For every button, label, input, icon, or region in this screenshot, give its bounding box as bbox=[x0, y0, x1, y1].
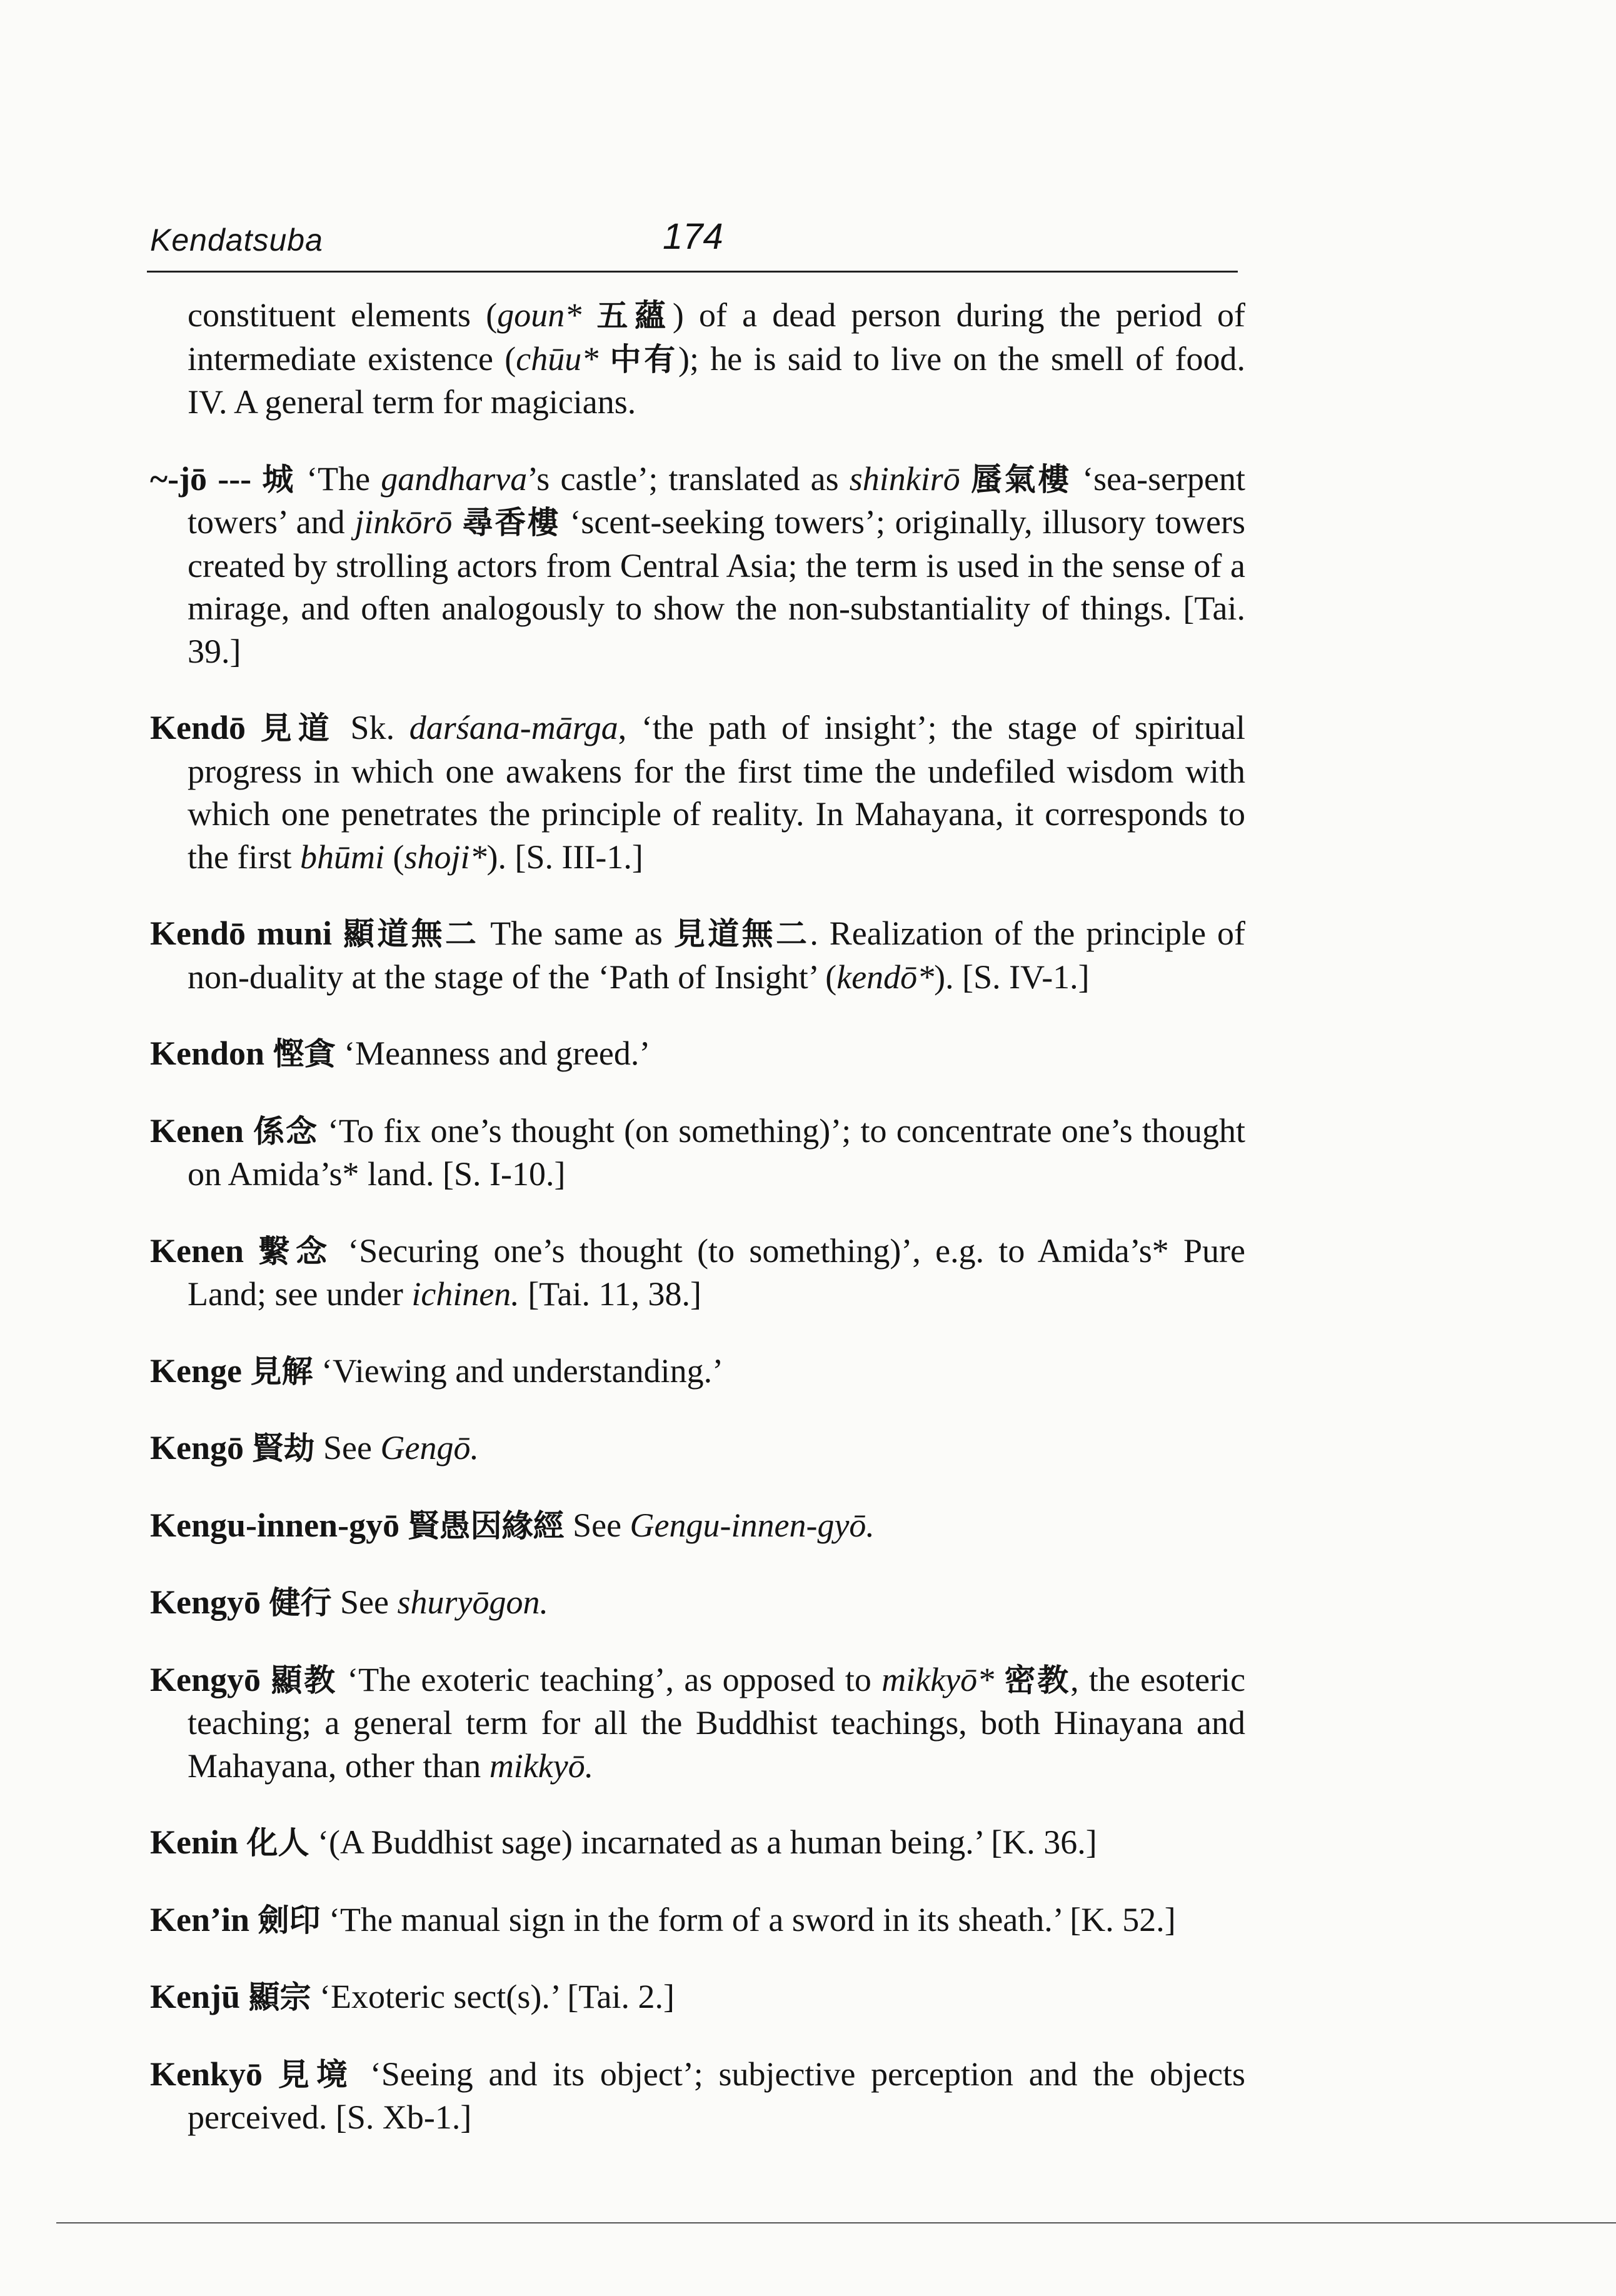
entry-dashes: --- bbox=[207, 459, 252, 498]
entry-kanji: 賢愚因緣經 bbox=[408, 1507, 565, 1544]
dictionary-entry: Kenen 繫念 ‘Securing one’s thought (to something)’, e.g. to Amida’s* Pure Land; see under ichinen. [Tai. 11, 38.] bbox=[150, 1231, 1245, 1313]
entry-headword: Kengyō bbox=[150, 1660, 261, 1698]
entry-kanji: 係念 bbox=[253, 1113, 318, 1150]
entry-headword: Kendō muni bbox=[150, 915, 332, 952]
page-header bbox=[150, 216, 1238, 266]
italic-term: darśana-mārga bbox=[409, 709, 618, 746]
dictionary-entry: Kenen 係念 ‘To fix one’s thought (on something)’; to concentrate one’s thought on Amida’s* land. [S. I-10.] bbox=[150, 1111, 1245, 1193]
inline-kanji: 蜃氣樓 bbox=[970, 461, 1071, 498]
entry-headword: Kenge bbox=[150, 1351, 242, 1390]
entry-headword: Kengyō bbox=[150, 1583, 261, 1621]
dictionary-entry: Kenin 化人 ‘(A Buddhist sage) incarnated as a human being.’ [K. 36.] bbox=[150, 1823, 1097, 1861]
entry-headword: ~-jō bbox=[150, 459, 208, 498]
entry-headword: Ken’in bbox=[150, 1900, 250, 1938]
entry-headword: Kengō bbox=[150, 1429, 244, 1466]
italic-term: shinkirō bbox=[849, 459, 960, 498]
dictionary-entry: Ken’in 劍印 ‘The manual sign in the form of a sword in its sheath.’ [K. 52.] bbox=[150, 1900, 1176, 1938]
italic-term: kendō* bbox=[836, 958, 935, 996]
italic-term: shuryōgon. bbox=[397, 1583, 548, 1621]
inline-kanji: 尋香樓 bbox=[462, 504, 560, 541]
dictionary-entry: ~-jō --- 城 ‘The gandharva’s castle’; translated as shinkirō 蜃氣樓 ‘sea-serpent towers’ and jinkōrō 尋香樓 ‘scent-seeking towers’; originally, illusory towers created by strolling actors from Central Asia; the term is used in the sense of a mirage, and often analogously to show the non-substantiality of things. [Tai. 39.] bbox=[150, 459, 1246, 670]
italic-term: gandharva bbox=[381, 459, 528, 498]
running-head: Kendatsuba bbox=[150, 223, 323, 258]
italic-term: mikkyō. bbox=[489, 1747, 594, 1785]
italic-term: shoji* bbox=[404, 838, 487, 876]
header-rule bbox=[147, 271, 1238, 273]
dictionary-entry: Kengyō 顯教 ‘The exoteric teaching’, as opposed to mikkyō* 密教, the esoteric teaching; a general term for all the Buddhist teachings, both Hinayana and Mahayana, other than mikkyō. bbox=[150, 1660, 1246, 1785]
entry-headword: Kendon bbox=[150, 1035, 265, 1072]
bottom-rule bbox=[56, 2222, 1616, 2223]
italic-term: Gengō. bbox=[380, 1429, 479, 1466]
dictionary-entry: Kenjū 顯宗 ‘Exoteric sect(s).’ [Tai. 2.] bbox=[150, 1978, 675, 2015]
dictionary-entry: Kendō muni 顯道無二 The same as 見道無二. Realization of the principle of non-duality at the stage of the ‘Path of Insight’ (kendō*). [S. IV-1.] bbox=[150, 915, 1246, 996]
entry-headword: Kenen bbox=[150, 1231, 244, 1270]
entry-headword: Kenkyō bbox=[150, 2055, 263, 2093]
entry-kanji: 顯教 bbox=[271, 1662, 337, 1698]
dictionary-entry: Kengō 賢劫 See Gengō. bbox=[150, 1429, 479, 1466]
dictionary-entry: Kendō 見道 Sk. darśana-mārga, ‘the path of insight’; the stage of spiritual progress in which one awakens for the first time the undefiled wisdom with which one penetrates the principle of reality. In Mahayana, it corresponds to the first bhūmi (shoji*). [S. III-1.] bbox=[150, 709, 1245, 876]
italic-term: mikkyō* bbox=[881, 1660, 995, 1698]
inline-kanji: 見道無二 bbox=[673, 916, 810, 952]
dictionary-entry: Kendon 慳貪 ‘Meanness and greed.’ bbox=[150, 1035, 651, 1072]
entry-headword: Kenin bbox=[150, 1823, 239, 1861]
entry-kanji: 城 bbox=[262, 461, 296, 498]
inline-kanji: 密教 bbox=[1004, 1662, 1071, 1698]
dictionary-body bbox=[150, 294, 1245, 2149]
entry-headword: Kenen bbox=[150, 1111, 244, 1150]
entry-kanji: 健行 bbox=[269, 1585, 332, 1621]
entry-list bbox=[150, 458, 1245, 2139]
entry-kanji: 顯道無二 bbox=[343, 916, 479, 952]
continuation-paragraph: constituent elements (goun* 五蘊) of a dead person during the period of intermediate existence (chūu* 中有); he is said to live on the smell of food. IV. A general term for magicians. bbox=[188, 296, 1246, 421]
italic-term: Gengu-innen-gyō. bbox=[630, 1506, 875, 1544]
entry-headword: Kengu-innen-gyō bbox=[150, 1506, 400, 1544]
dictionary-entry: Kengu-innen-gyō 賢愚因緣經 See Gengu-innen-gyō. bbox=[150, 1506, 875, 1544]
entry-kanji: 劍印 bbox=[258, 1902, 321, 1938]
italic-term: jinkōrō bbox=[354, 503, 453, 541]
entry-kanji: 顯宗 bbox=[248, 1979, 311, 2015]
entry-headword: Kenjū bbox=[150, 1978, 241, 2015]
entry-kanji: 慳貪 bbox=[273, 1036, 336, 1072]
italic-term: bhūmi bbox=[299, 838, 384, 876]
dictionary-entry: Kengyō 健行 See shuryōgon. bbox=[150, 1583, 548, 1621]
page-number: 174 bbox=[663, 216, 723, 257]
entry-kanji: 見道 bbox=[260, 710, 336, 746]
entry-kanji: 化人 bbox=[246, 1825, 309, 1861]
entry-headword: Kendō bbox=[150, 709, 246, 746]
entry-kanji: 見解 bbox=[250, 1353, 313, 1390]
italic-term: ichinen. bbox=[411, 1275, 519, 1313]
dictionary-entry: Kenge 見解 ‘Viewing and understanding.’ bbox=[150, 1351, 724, 1390]
entry-kanji: 繫念 bbox=[258, 1233, 333, 1270]
dictionary-entry: Kenkyō 見境 ‘Seeing and its object’; subjective perception and the objects perceived. [S. Xb-1.] bbox=[150, 2055, 1246, 2136]
entry-kanji: 賢劫 bbox=[252, 1430, 315, 1466]
entry-kanji: 見境 bbox=[278, 2056, 355, 2093]
